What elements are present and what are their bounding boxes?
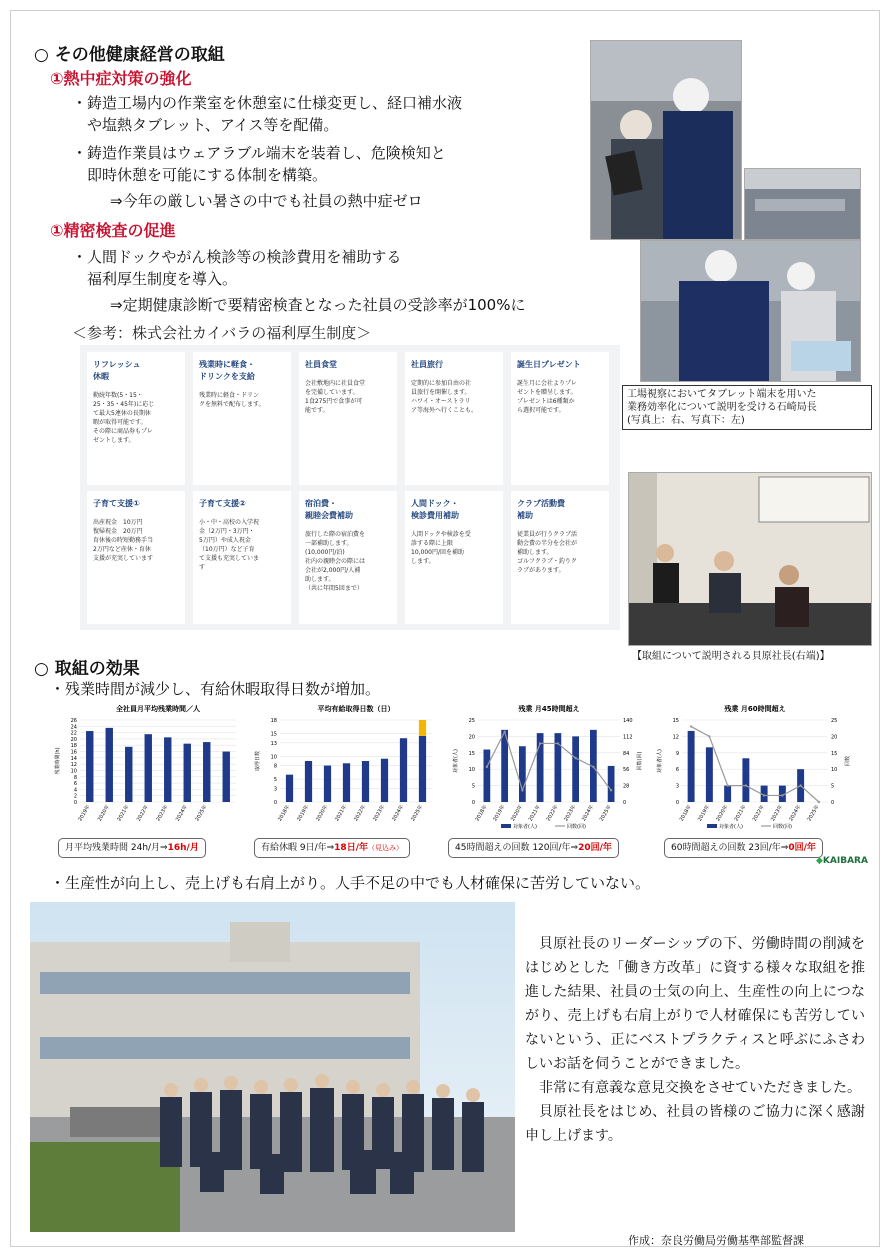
- x-tick-label: 2022年: [751, 804, 766, 823]
- bar: [608, 766, 615, 802]
- y2-tick-label: 0: [623, 800, 627, 806]
- legend-swatch-bar: [501, 824, 511, 828]
- x-tick-label: 2020年: [315, 804, 330, 823]
- bar: [362, 761, 369, 802]
- benefit-title: 宿泊費・ 親睦会費補助: [305, 499, 353, 520]
- heatstroke-title: ①熱中症対策の強化: [50, 69, 192, 88]
- legend-label: 対象者(人): [719, 824, 743, 830]
- y-tick-label: 8: [73, 774, 77, 781]
- benefit-card: [511, 352, 609, 485]
- bar: [400, 738, 407, 802]
- y-tick-label: 4: [73, 787, 77, 794]
- x-tick-label: 2025年: [410, 804, 425, 823]
- line-point: [574, 757, 576, 759]
- line-point: [708, 735, 710, 737]
- benefit-desc: 従業員が行うクラブ活 動会費の半分を会社が 補助します。 ゴルフクラブ・釣りク ラブがあります。: [517, 531, 578, 574]
- benefit-card: [405, 491, 503, 624]
- y-tick-label: 16: [70, 749, 77, 756]
- bar: [145, 734, 152, 802]
- x-tick-label: 2025年: [806, 804, 821, 823]
- benefit-desc: 勤続年数(5・15・ 25・35・45年)に応じ て最大5連休の長期休 暇が取得可能です。 その際に商品券もプレ ゼントします。: [93, 392, 155, 444]
- benefit-desc: 定期的に参加自由の社 員旅行を開催します。 ハワイ・オーストラリ ア等海外へ行くことも。: [411, 380, 478, 414]
- benefit-title: 人間ドック・ 検診費用補助: [411, 499, 459, 520]
- benefit-card: [299, 352, 397, 485]
- bar: [164, 737, 171, 802]
- x-tick-label: 2022年: [135, 804, 150, 823]
- benefit-desc: 残業時に軽食・ドリン クを無料で配布します。: [199, 392, 265, 408]
- logo-mark-icon: ◆: [816, 856, 823, 866]
- y-tick-label: 6: [675, 767, 679, 774]
- bar: [106, 728, 113, 802]
- benefit-desc: 会社敷地内に社員食堂 を完備しています。 1食275円で食事が可 能です。: [305, 380, 366, 414]
- x-tick-label: 2019年: [296, 804, 311, 823]
- bar: [519, 746, 526, 802]
- x-tick-label: 2020年: [715, 804, 730, 823]
- bar: [706, 747, 713, 802]
- benefits-grid: [80, 345, 620, 630]
- line-point: [592, 766, 594, 768]
- benefit-card: [299, 491, 397, 624]
- y2-tick-label: 112: [623, 734, 633, 741]
- y-tick-label: 5: [471, 783, 475, 790]
- result-box-overtime: [58, 838, 206, 858]
- x-tick-label: 2019年: [697, 804, 712, 823]
- y2-tick-label: 15: [831, 750, 838, 757]
- y-tick-label: 12: [672, 734, 679, 741]
- bar: [572, 736, 579, 802]
- y-tick-label: 15: [672, 718, 679, 724]
- y-tick-label: 0: [471, 800, 475, 806]
- x-tick-label: 2021年: [527, 804, 542, 823]
- chart-y2label: 回数: [845, 755, 851, 767]
- x-tick-label: 2023年: [770, 804, 785, 823]
- chart-ylabel: 残業時間(h): [55, 747, 61, 775]
- photo-caption-meeting: 【取組について説明される貝原社長(右端)】: [632, 651, 830, 662]
- result-box-pre: 45時間超えの回数 120回/年⇒: [455, 843, 579, 853]
- benefit-desc: 誕生月に会社よりプレ ゼントを贈呈します。 プレゼントは6種類か ら選択可能です。: [517, 380, 577, 414]
- photo-group-factory: [30, 902, 515, 1232]
- y-tick-label: 0: [273, 800, 277, 806]
- bar: [688, 731, 695, 802]
- checkup-result: ⇒定期健康診断で要精密検査となった社員の受診率が100%に: [110, 296, 526, 314]
- chart-y2label: 回数(回): [637, 751, 643, 771]
- legend-label: 回数(回): [773, 824, 792, 830]
- x-tick-label: 2022年: [353, 804, 368, 823]
- section-heading-effects: ○ 取組の効果: [34, 659, 140, 679]
- x-tick-label: 2018年: [474, 804, 489, 823]
- line-point: [486, 766, 488, 768]
- y-tick-label: 10: [468, 767, 475, 774]
- bar: [86, 731, 93, 802]
- line-point: [781, 794, 783, 796]
- y-tick-label: 22: [70, 730, 77, 737]
- benefit-title: 残業時に軽食・ ドリンクを支給: [199, 360, 255, 381]
- x-tick-label: 2024年: [788, 804, 803, 823]
- line-point: [610, 789, 612, 791]
- y-tick-label: 2: [73, 793, 77, 800]
- chart-title: 全社員月平均残業時間／人: [116, 705, 200, 713]
- photo-meeting: [628, 472, 872, 646]
- x-tick-label: 2025年: [194, 804, 209, 823]
- y-tick-label: 6: [73, 781, 77, 788]
- x-tick-label: 2022年: [545, 804, 560, 823]
- y2-tick-label: 84: [623, 750, 630, 757]
- x-tick-label: 2018年: [277, 804, 292, 823]
- benefit-title: 子育て支援②: [199, 499, 246, 508]
- y-tick-label: 15: [270, 731, 277, 738]
- line-point: [763, 794, 765, 796]
- result-box-leave: [254, 838, 410, 858]
- y2-tick-label: 25: [831, 718, 838, 724]
- company-logo: [816, 856, 868, 866]
- chart-title: 平均有給取得日数（日）: [317, 705, 395, 713]
- y-tick-label: 18: [270, 718, 277, 724]
- result-box-value: 20回/年: [578, 843, 612, 853]
- heatstroke-result: ⇒今年の厳しい暑さの中でも社員の熱中症ゼロ: [110, 192, 423, 210]
- y-tick-label: 25: [468, 718, 475, 724]
- line-point: [690, 725, 692, 727]
- benefit-title: リフレッシュ 休暇: [93, 360, 141, 381]
- closing-paragraph-2: 非常に有意義な意見交換をさせていただきました。: [539, 1080, 861, 1096]
- y-tick-label: 20: [468, 734, 475, 741]
- x-tick-label: 2023年: [155, 804, 170, 823]
- benefit-card: [193, 352, 291, 485]
- line-point: [521, 789, 523, 791]
- chart-overtime-45: [452, 700, 644, 832]
- author-credit: 作成：奈良労働局労働基準部監督課: [628, 1234, 804, 1247]
- benefit-card: [87, 491, 185, 624]
- line-point: [745, 784, 747, 786]
- photo-tablet-inspection-1b: [744, 168, 861, 240]
- y2-tick-label: 56: [623, 767, 630, 774]
- x-tick-label: 2021年: [334, 804, 349, 823]
- bar: [203, 742, 210, 802]
- logo-text: KAIBARA: [822, 856, 868, 866]
- line-point: [799, 784, 801, 786]
- result-box-value: 16h/月: [167, 843, 199, 853]
- line-point: [539, 742, 541, 744]
- photo-caption-inspection: 工場視察においてタブレット端末を用いた 業務効率化について説明を受ける石崎局長 (写真上：右、写真下：左): [622, 385, 872, 430]
- x-tick-label: 2018年: [678, 804, 693, 823]
- checkup-title: ①精密検査の促進: [50, 221, 176, 240]
- benefit-card: [511, 491, 609, 624]
- chart-title: 残業 月60時間超え: [724, 705, 786, 713]
- y-tick-label: 8: [273, 763, 277, 770]
- x-tick-label: 2023年: [563, 804, 578, 823]
- benefit-title: 社員旅行: [411, 360, 443, 369]
- y-tick-label: 9: [675, 750, 679, 757]
- result-box-value: 18日/年: [334, 843, 368, 853]
- x-tick-label: 2021年: [733, 804, 748, 823]
- benefit-title: 子育て支援①: [93, 499, 140, 508]
- closing-paragraph-3: 貝原社長をはじめ、社員の皆様のご協力に深く感謝申し上げます。: [525, 1104, 865, 1144]
- section-heading-health: ○ その他健康経営の取組: [34, 45, 225, 65]
- benefit-card: [193, 491, 291, 624]
- benefit-title: 誕生日プレゼント: [517, 360, 581, 369]
- x-tick-label: 2024年: [391, 804, 406, 823]
- bar: [286, 775, 293, 802]
- line-point: [726, 784, 728, 786]
- y2-tick-label: 28: [623, 783, 630, 790]
- checkup-bullet-1: ・人間ドックやがん検診等の検診費用を補助する 福利厚生制度を導入。: [72, 248, 402, 288]
- bar: [223, 752, 230, 802]
- y-tick-label: 18: [70, 743, 77, 750]
- benefit-desc: 旅行した際の宿泊費を 一部補助します。 (10,000円/泊) 社内の親睦会の際には 会社が2,000円/人補 助します。 （共に年間5回まで）: [305, 531, 366, 592]
- bar-forecast: [419, 720, 426, 736]
- result-box-pre: 60時間超えの回数 23回/年⇒: [671, 843, 789, 853]
- legend-label: 回数(回): [567, 824, 586, 830]
- y-tick-label: 0: [73, 800, 77, 806]
- chart-ylabel: 取得日数: [255, 750, 261, 772]
- x-tick-label: 2021年: [116, 804, 131, 823]
- line-point: [818, 801, 820, 803]
- y-tick-label: 20: [70, 736, 77, 743]
- benefit-card: [87, 352, 185, 485]
- x-tick-label: 2024年: [174, 804, 189, 823]
- legend-swatch-bar: [707, 824, 717, 828]
- result-box-note: （見込み）: [367, 844, 403, 852]
- chart-overtime-60: [656, 700, 852, 832]
- photo-tablet-inspection-2: [640, 240, 861, 382]
- x-tick-label: 2023年: [372, 804, 387, 823]
- closing-paragraph-1: 貝原社長のリーダーシップの下、労働時間の削減をはじめとした「働き方改革」に資する様々な取組を推進した結果、社員の士気の向上、生産性の向上につながり、売上げも右肩上がりで人材確保にも苦労していないという、正にベストプラクティスと呼ぶにふさわしいお話を伺うことができました。: [525, 936, 865, 1072]
- y2-tick-label: 0: [831, 800, 835, 806]
- bar: [343, 763, 350, 802]
- y-tick-label: 13: [270, 740, 277, 747]
- bar: [381, 759, 388, 802]
- x-tick-label: 2019年: [77, 804, 92, 823]
- chart-ylabel: 対象者(人): [657, 749, 663, 773]
- benefit-desc: 人間ドックや検診を受 診する際に上限 10,000円/回を補助 します。: [411, 531, 471, 565]
- chart-title: 残業 月45時間超え: [518, 705, 580, 713]
- result-box-60h: [664, 838, 823, 858]
- result-box-value: 0回/年: [788, 843, 816, 853]
- benefit-card: [405, 352, 503, 485]
- x-tick-label: 2025年: [598, 804, 613, 823]
- bar: [125, 747, 132, 802]
- y2-tick-label: 140: [623, 718, 633, 724]
- chart-overtime-avg: [54, 700, 244, 832]
- y-tick-label: 14: [70, 755, 77, 762]
- benefit-title: 社員食堂: [305, 360, 337, 369]
- benefit-desc: 小・中・高校の入学祝 金（2万円・3万円・ 5万円）や成人祝金 （10万円）など子育 て支援も充実していま す: [199, 519, 260, 571]
- y-tick-label: 10: [270, 754, 277, 761]
- closing-text: [525, 932, 865, 1148]
- bar: [184, 744, 191, 802]
- y-tick-label: 15: [468, 750, 475, 757]
- benefit-title: クラブ活動費 補助: [517, 499, 565, 520]
- y-tick-label: 3: [273, 786, 277, 793]
- bar: [324, 766, 331, 802]
- photo-tablet-inspection-1: [590, 40, 742, 240]
- y2-tick-label: 20: [831, 734, 838, 741]
- benefits-reference-title: ＜参考：株式会社カイバラの福利厚生制度＞: [72, 324, 372, 342]
- bar: [305, 761, 312, 802]
- result-box-45h: [448, 838, 619, 858]
- legend-label: 対象者(人): [513, 824, 537, 830]
- benefit-desc: 出産祝金 10万円 復帰祝金 20万円 育休後の時短勤務手当 2万円など産休・育休 支援が充実しています: [93, 519, 154, 562]
- effects-bullet-1: ・残業時間が減少し、有給休暇取得日数が増加。: [50, 680, 381, 698]
- heatstroke-bullet-1: ・鋳造工場内の作業室を休憩室に仕様変更し、経口補水液 や塩熱タブレット、アイス等を配備。: [72, 94, 463, 134]
- y2-tick-label: 10: [831, 767, 838, 774]
- line-point: [557, 742, 559, 744]
- effects-bullet-2: ・生産性が向上し、売上げも右肩上がり。人手不足の中でも人材確保に苦労していない。: [50, 874, 651, 892]
- x-tick-label: 2024年: [581, 804, 596, 823]
- y-tick-label: 3: [675, 783, 679, 790]
- y-tick-label: 26: [70, 718, 77, 724]
- bar: [419, 736, 426, 802]
- y-tick-label: 24: [70, 724, 77, 731]
- y-tick-label: 5: [273, 777, 277, 784]
- x-tick-label: 2019年: [492, 804, 507, 823]
- y-tick-label: 0: [675, 800, 679, 806]
- bar: [724, 786, 731, 802]
- result-box-pre: 有給休暇 9日/年⇒: [261, 843, 335, 853]
- x-tick-label: 2020年: [510, 804, 525, 823]
- line-point: [503, 731, 505, 733]
- x-tick-label: 2020年: [96, 804, 111, 823]
- result-box-pre: 月平均残業時間 24h/月⇒: [65, 843, 168, 853]
- chart-ylabel: 対象者(人): [453, 749, 459, 773]
- y-tick-label: 10: [70, 768, 77, 775]
- heatstroke-bullet-2: ・鋳造作業員はウェアラブル端末を装着し、危険検知と 即時休憩を可能にする体制を構築。: [72, 144, 446, 184]
- y-tick-label: 12: [70, 762, 77, 769]
- bar: [484, 750, 491, 802]
- y2-tick-label: 5: [831, 783, 835, 790]
- chart-paid-leave: [254, 700, 440, 832]
- bar: [742, 758, 749, 802]
